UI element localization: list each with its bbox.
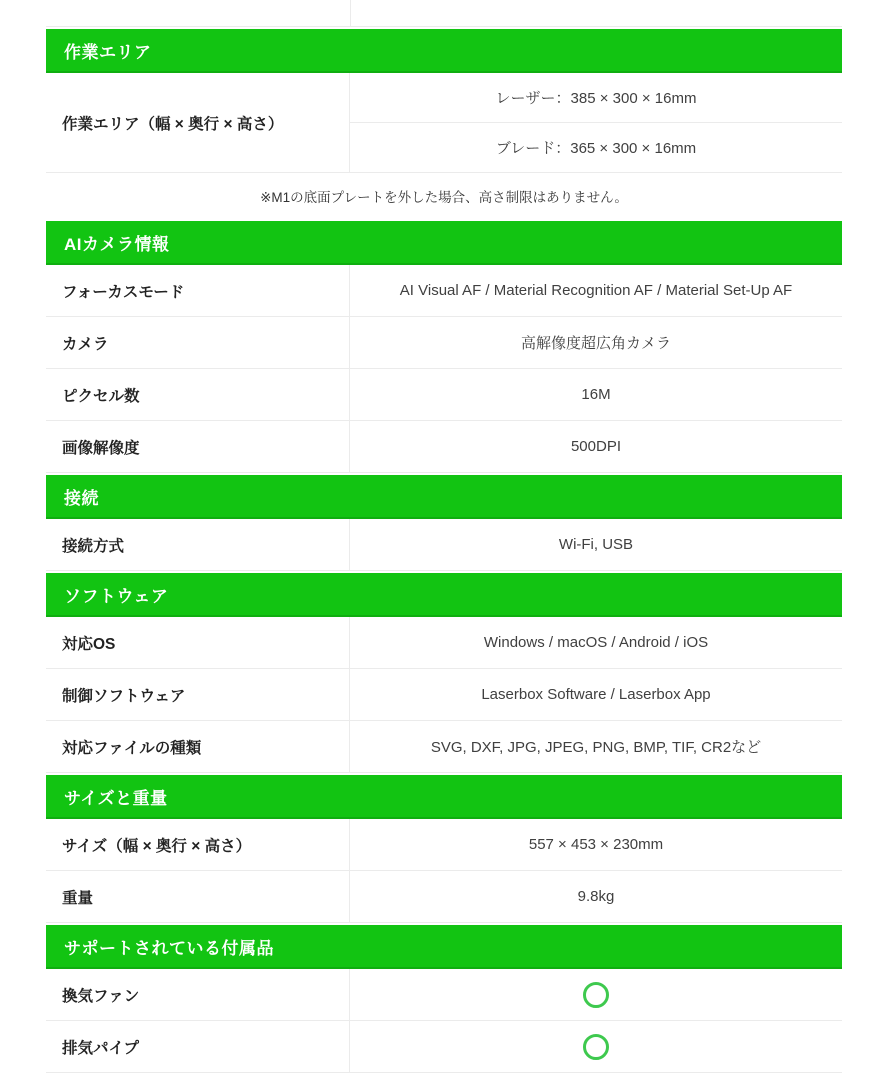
spec-value: Windows / macOS / Android / iOS: [483, 634, 709, 651]
spec-value: AI Visual AF / Material Recognition AF / Material Set-Up AF: [399, 282, 793, 299]
spec-label: ピクセル数: [46, 369, 350, 420]
spec-label: 制御ソフトウェア: [46, 669, 350, 720]
spec-value: Wi-Fi, USB: [558, 536, 634, 553]
spec-row: [46, 369, 842, 421]
spec-row: [46, 519, 842, 571]
spec-value: Laserbox Software / Laserbox App: [481, 686, 711, 703]
spec-label: 接続方式: [46, 519, 350, 570]
partial-row-value-cell: [351, 0, 842, 26]
partial-row-label-cell: [46, 0, 351, 26]
section-header: [46, 221, 842, 265]
spec-table: [46, 0, 842, 1073]
spec-label: サイズ（幅 × 奥行 × 高さ）: [46, 819, 350, 870]
section-header: [46, 29, 842, 73]
supported-circle-icon: [583, 1034, 609, 1060]
spec-row: [46, 617, 842, 669]
section-title: 作業エリア: [64, 42, 152, 62]
spec-label: 対応OS: [46, 617, 350, 668]
spec-value: SVG, DXF, JPG, JPEG, PNG, BMP, TIF, CR2など: [430, 739, 762, 756]
spec-label: カメラ: [46, 317, 350, 368]
spec-label: 排気パイプ: [46, 1021, 350, 1072]
spec-label: 作業エリア（幅 × 奥行 × 高さ）: [46, 73, 350, 172]
spec-value: [350, 1021, 842, 1072]
spec-row: [46, 669, 842, 721]
section-header: [46, 775, 842, 819]
spec-row: [46, 819, 842, 871]
section-title: サイズと重量: [64, 788, 168, 808]
section-header: [46, 573, 842, 617]
spec-value: 高解像度超広角カメラ: [520, 335, 671, 352]
spec-row: [46, 1021, 842, 1073]
spec-row: [46, 721, 842, 773]
spec-label: 換気ファン: [46, 969, 350, 1020]
spec-value: レーザー：385 × 300 × 16mm: [495, 90, 697, 107]
section-title: 接続: [64, 488, 99, 508]
spec-label: 画像解像度: [46, 421, 350, 472]
section-title: AIカメラ情報: [64, 234, 170, 254]
spec-row: [46, 969, 842, 1021]
spec-value: 16M: [581, 386, 611, 403]
spec-value: 9.8kg: [577, 888, 615, 905]
spec-row: [46, 265, 842, 317]
spec-row: [46, 421, 842, 473]
spec-value: ブレード：365 × 300 × 16mm: [350, 122, 842, 172]
spec-row: [46, 871, 842, 923]
spec-value: [350, 969, 842, 1020]
section-title: ソフトウェア: [64, 586, 169, 606]
section-header: [46, 925, 842, 969]
section-header: [46, 475, 842, 519]
spec-label: 重量: [46, 871, 350, 922]
spec-row: [46, 73, 842, 173]
note-text: ※M1の底面プレートを外した場合、高さ制限はありません。: [46, 173, 842, 219]
spec-value-group: [350, 73, 842, 172]
spec-value: 557 × 453 × 230mm: [528, 836, 664, 853]
spec-label: 対応ファイルの種類: [46, 721, 350, 772]
supported-circle-icon: [583, 982, 609, 1008]
spec-label: フォーカスモード: [46, 265, 350, 316]
spec-row: [46, 317, 842, 369]
spec-value: 500DPI: [570, 438, 622, 455]
partial-row-top: [46, 0, 842, 27]
section-title: サポートされている付属品: [64, 938, 274, 958]
